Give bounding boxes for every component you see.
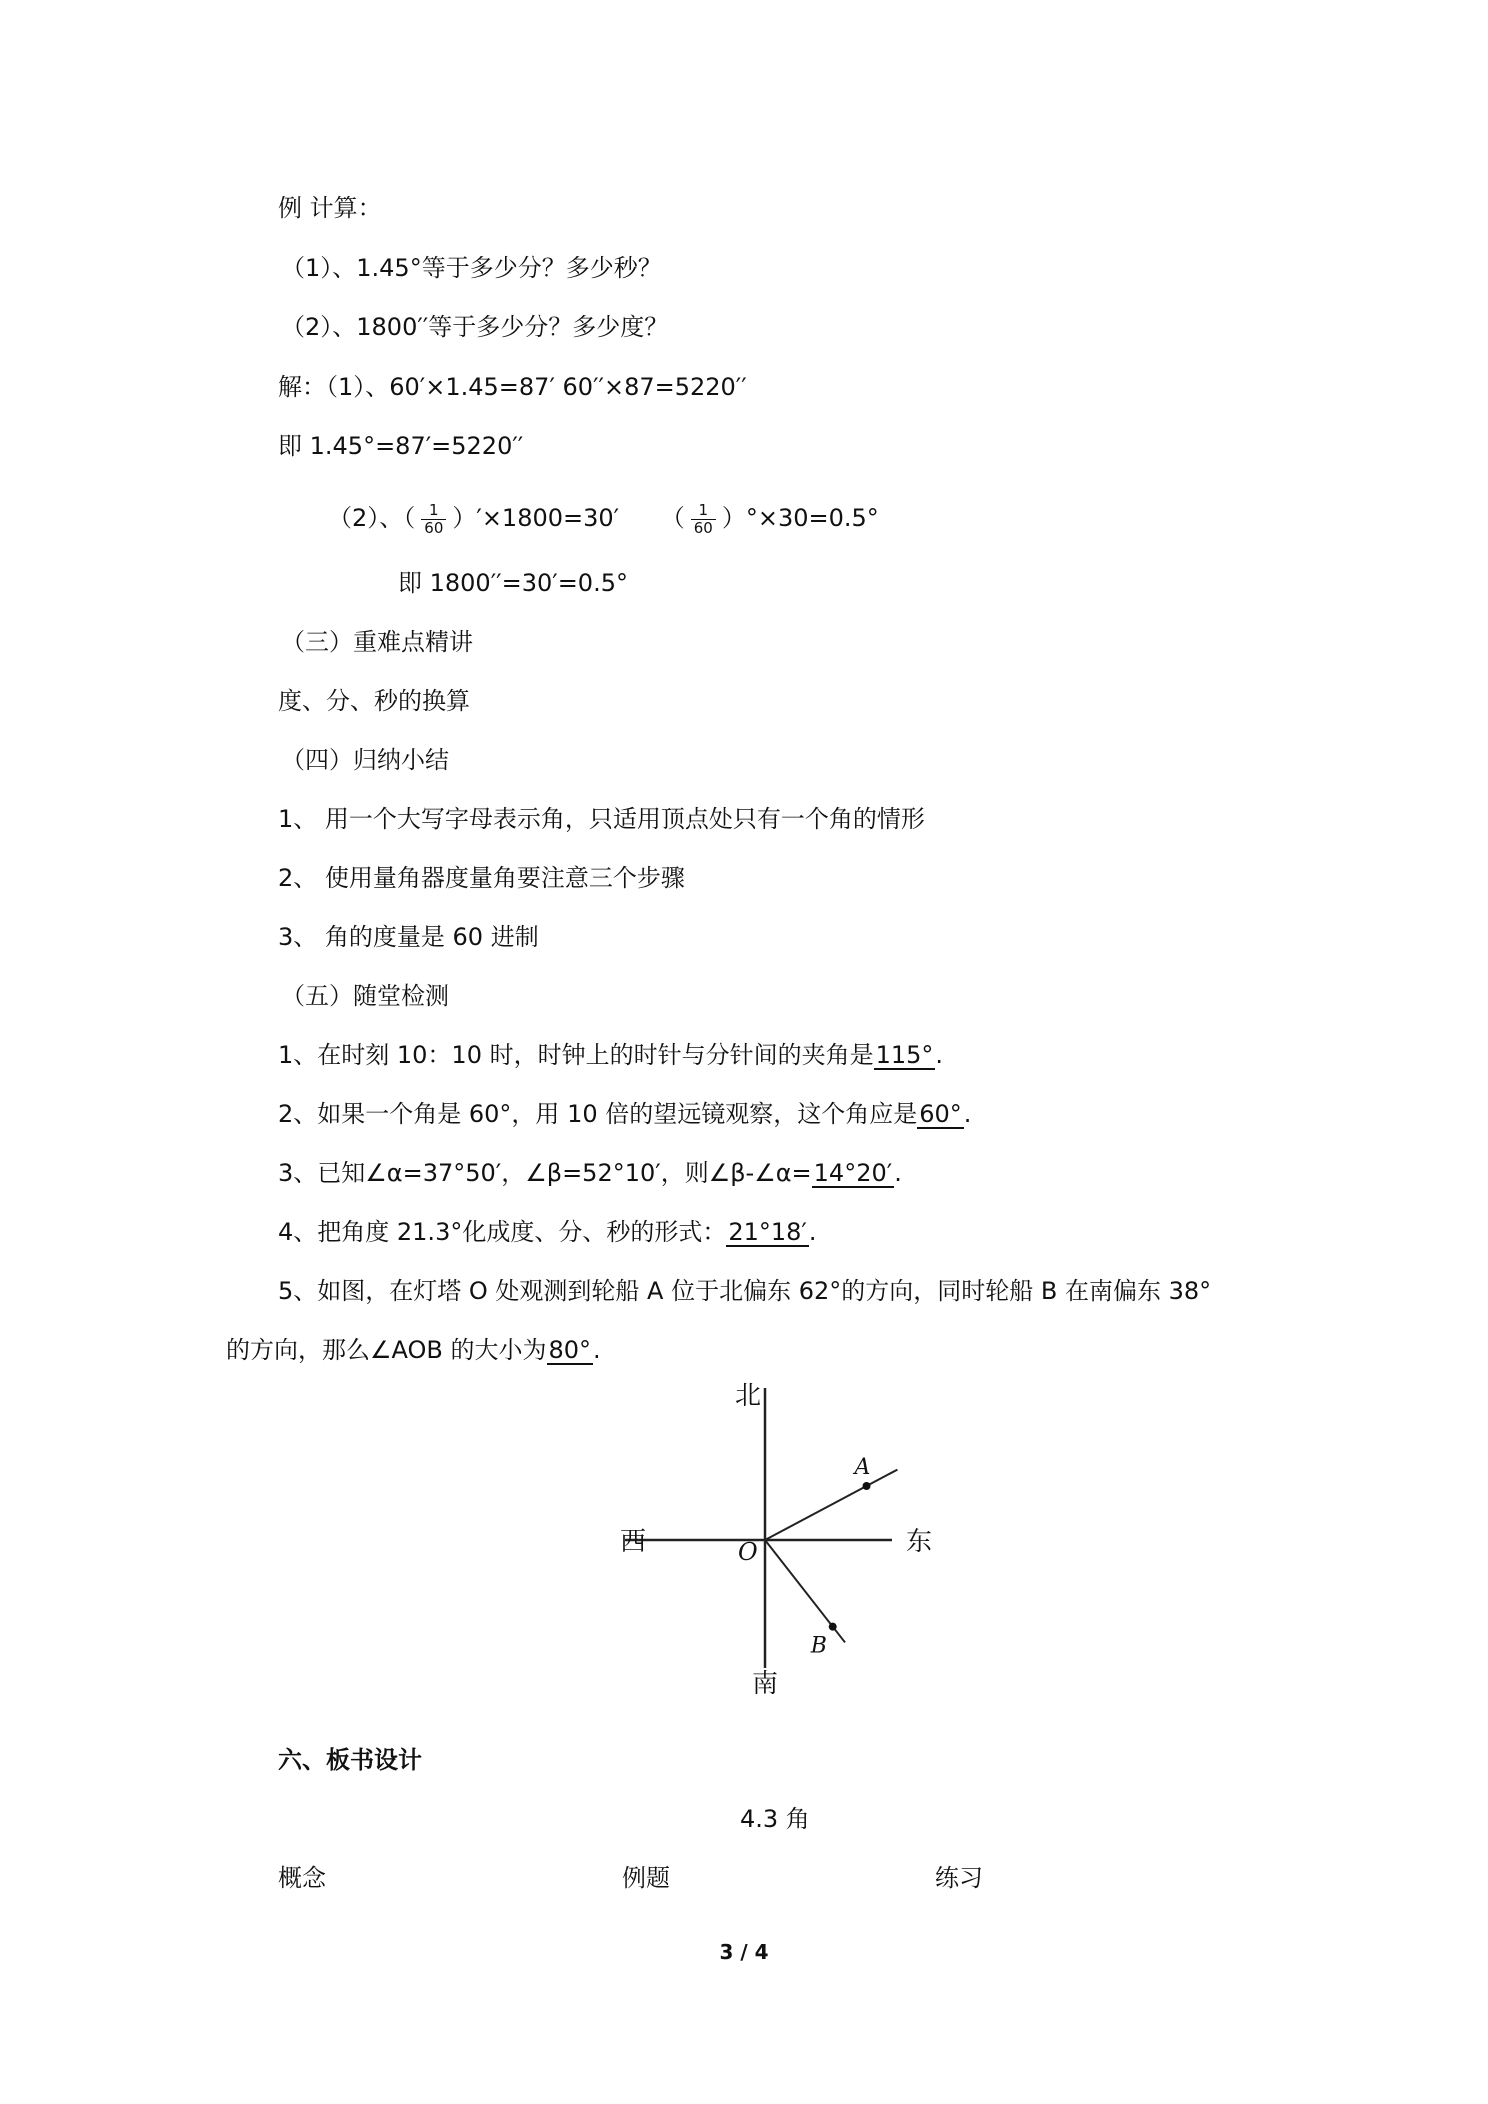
ray-oa	[765, 1470, 897, 1540]
quiz-question-5-line-2	[226, 1335, 601, 1365]
quiz-answer-4: 21°18′	[728, 1218, 807, 1246]
quiz-question-3	[278, 1158, 902, 1188]
example-title: 例 计算：	[278, 194, 382, 222]
quiz-period: .	[963, 1100, 972, 1128]
south-label: 南	[752, 1669, 779, 1699]
section-3-heading: （三）重难点精讲	[281, 628, 473, 656]
quiz-question-2-text: 2、如果一个角是 60°，用 10 倍的望远镜观察，这个角应是	[278, 1100, 918, 1128]
solution-part-2-minutes: ）′×1800=30′	[452, 504, 620, 532]
page-number: 3 / 4	[719, 1940, 769, 1964]
quiz-question-1-text: 1、在时刻 10：10 时，时钟上的时针与分针间的夹角是	[278, 1041, 874, 1069]
quiz-question-2	[278, 1099, 971, 1129]
board-column-exercises: 练习	[935, 1864, 983, 1892]
compass-diagram	[600, 1380, 940, 1700]
quiz-period: .	[894, 1159, 902, 1187]
quiz-period: .	[593, 1336, 601, 1364]
solution-part-2	[328, 498, 879, 538]
solution-part-1-result: 即 1.45°=87′=5220′′	[278, 432, 524, 460]
section-3-content: 度、分、秒的换算	[278, 687, 470, 715]
solution-part-2-result: 即 1800′′=30′=0.5°	[398, 569, 628, 597]
quiz-question-4	[278, 1217, 817, 1247]
point-b-label: B	[810, 1633, 827, 1659]
east-label: 东	[906, 1527, 933, 1557]
summary-item-2: 2、 使用量角器度量角要注意三个步骤	[278, 864, 685, 892]
quiz-answer-3: 14°20′	[813, 1159, 893, 1187]
point-a-dot	[863, 1482, 871, 1490]
quiz-answer-2: 60°	[919, 1100, 962, 1128]
quiz-question-3-text: 3、已知∠α=37°50′，∠β=52°10′，则∠β-∠α=	[278, 1159, 812, 1187]
point-b-dot	[829, 1623, 837, 1631]
fraction-1-60-second	[691, 502, 716, 537]
solution-part-2-prefix: （2）、（	[328, 504, 416, 532]
example-question-2: （2）、1800′′等于多少分？多少度？	[281, 313, 669, 341]
fraction-numerator: 1	[691, 502, 716, 520]
quiz-period: .	[935, 1041, 944, 1069]
summary-item-1: 1、 用一个大写字母表示角，只适用顶点处只有一个角的情形	[278, 805, 925, 833]
quiz-question-5-text: 的方向，那么∠AOB 的大小为	[226, 1336, 547, 1364]
fraction-denominator: 60	[424, 518, 444, 537]
west-label: 西	[620, 1527, 647, 1557]
north-label: 北	[735, 1381, 762, 1411]
section-5-heading: （五）随堂检测	[281, 982, 449, 1010]
point-a-label: A	[854, 1455, 871, 1481]
board-column-concept: 概念	[278, 1864, 326, 1892]
solution-part-2-degrees: ）°×30=0.5°	[721, 504, 879, 532]
solution-part-1: 解：（1）、60′×1.45=87′ 60′′×87=5220′′	[278, 373, 747, 401]
fraction-numerator: 1	[421, 502, 446, 520]
quiz-period: .	[808, 1218, 817, 1246]
solution-part-2-degree-prefix: （	[660, 504, 685, 532]
fraction-1-60	[421, 502, 446, 537]
quiz-question-4-text: 4、把角度 21.3°化成度、分、秒的形式：	[278, 1218, 727, 1246]
section-4-heading: （四）归纳小结	[281, 746, 449, 774]
quiz-answer-1: 115°	[875, 1041, 934, 1069]
quiz-answer-5: 80°	[548, 1336, 592, 1364]
quiz-question-1	[278, 1040, 943, 1070]
quiz-question-5-line-1: 5、如图，在灯塔 O 处观测到轮船 A 位于北偏东 62°的方向，同时轮船 B 在南偏东 38°	[278, 1277, 1212, 1305]
board-column-examples: 例题	[622, 1864, 670, 1892]
board-title: 4.3 角	[740, 1805, 810, 1833]
fraction-denominator: 60	[693, 518, 713, 537]
summary-item-3: 3、 角的度量是 60 进制	[278, 923, 539, 951]
example-question-1: （1）、1.45°等于多少分？多少秒？	[281, 254, 662, 282]
origin-label: O	[738, 1538, 758, 1566]
section-6-heading: 六、板书设计	[278, 1746, 422, 1774]
